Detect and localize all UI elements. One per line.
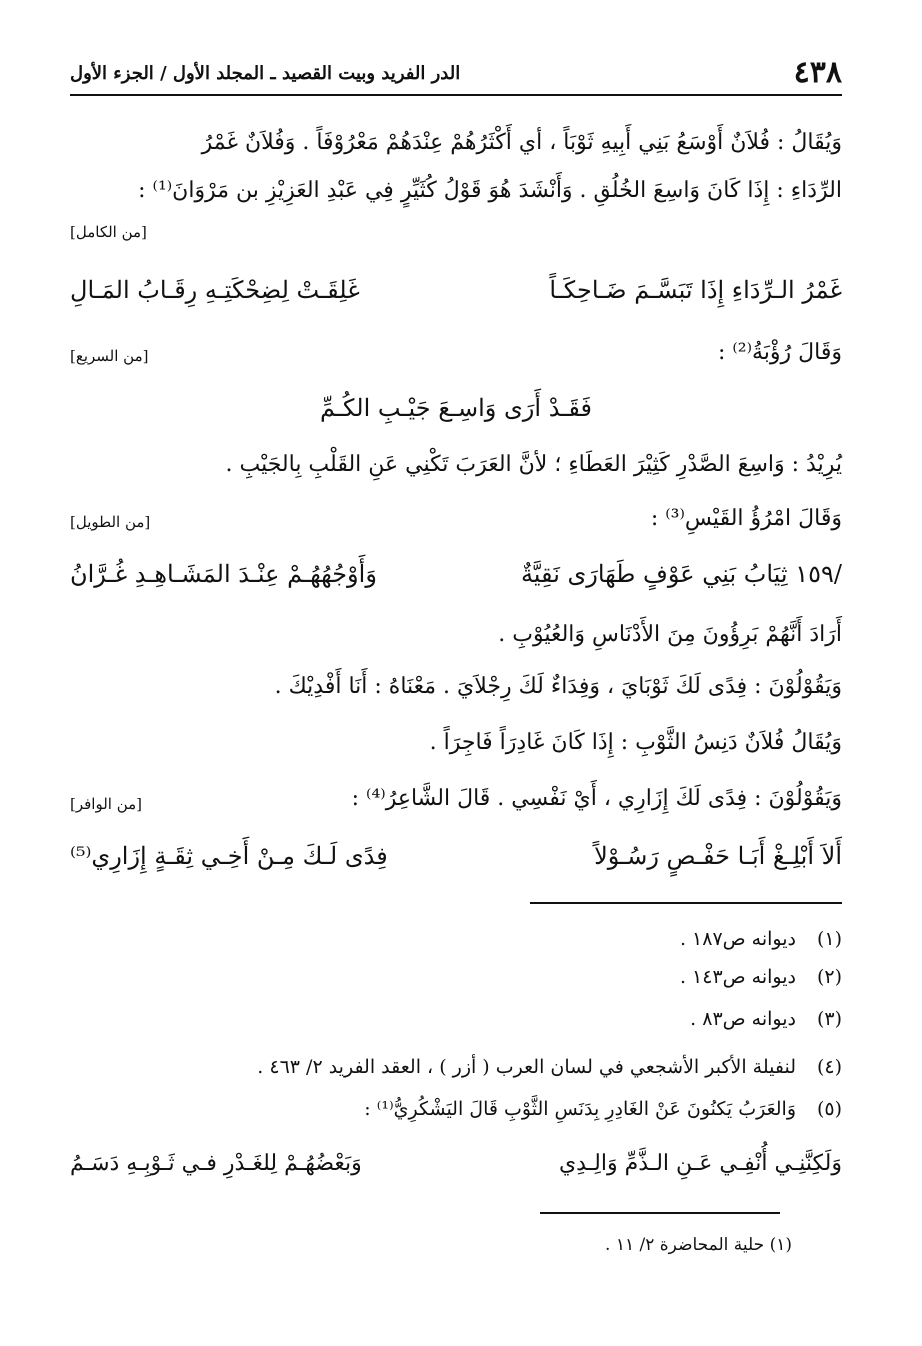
footnote-separator bbox=[530, 902, 842, 904]
paragraph-line: وَيُقَالُ فُلاَنٌ دَنِسُ الثَّوْبِ : إِذَا كَانَ غَادِرَاً فَاجِرَاً . bbox=[429, 730, 842, 755]
paragraph-line: وَيَقُوْلُوْنَ : فِدًى لَكَ إِزَارِي ، أَيْ نَفْسِي . قَالَ الشَّاعِرُ⁽⁴⁾ : bbox=[351, 786, 842, 811]
verse-hemistich-second: وَبَعْضُهُـمْ لِلغَـدْرِ فـي ثَـوْبِـهِ دَسَـمُ bbox=[70, 1151, 362, 1176]
footnote-verse-line bbox=[70, 1142, 842, 1186]
verse-hemistich-first bbox=[521, 552, 842, 596]
verse-line-centered: فَقَـدْ أَرَى وَاسِـعَ جَيْـبِ الكُـمِّ bbox=[320, 394, 592, 422]
sub-footnote-separator bbox=[540, 1212, 780, 1214]
paragraph-line: وَقَالَ رُؤْبَةُ⁽²⁾ : bbox=[717, 340, 842, 365]
footnote-text: ديوانه ص١٤٣ . bbox=[679, 966, 796, 988]
footnote-number: (٢) bbox=[816, 966, 842, 988]
verse-hemistich-first: أَلاَ أَبْلِـغْ أَبَـا حَفْـصٍ رَسُـوْلاً bbox=[594, 842, 842, 870]
verse-line bbox=[70, 552, 842, 596]
page-header bbox=[70, 56, 842, 90]
paragraph-line: يُرِيْدُ : وَاسِعَ الصَّدْرِ كَثِيْرَ العَطَاءِ ؛ لأنَّ العَرَبَ تَكْنِي عَنِ القَلْبِ بِالجَيْبِ . bbox=[225, 452, 842, 477]
sub-footnote: (١) حلية المحاضرة ٢/ ١١ . bbox=[605, 1235, 792, 1255]
footnote bbox=[690, 1004, 842, 1034]
verse-line bbox=[70, 834, 842, 878]
verse-hemistich-second: فِدًى لَـكَ مِـنْ أَخِـي ثِقَـةٍ إِزَارِي⁽⁵⁾ bbox=[70, 842, 388, 870]
footnote-text: ديوانه ص٨٣ . bbox=[690, 1008, 796, 1030]
running-title: الدر الفريد وبيت القصيد ـ المجلد الأول / الجزء الأول bbox=[70, 63, 461, 84]
meter-label: [من الطويل] bbox=[70, 513, 151, 531]
footnote bbox=[364, 1094, 842, 1124]
footnote bbox=[680, 924, 842, 954]
footnote-text: وَالعَرَبُ يَكنُونَ عَنْ الغَادِرِ بِدَنَسِ الثَّوْبِ قَالَ اليَشْكُرِيُّ⁽¹⁾ : bbox=[364, 1098, 796, 1120]
verse-hemistich-first: وَلَكِنَّنِـي أُنْفِـي عَـنِ الـذَّمِّ وَالِـدِي bbox=[558, 1151, 842, 1176]
footnote-number: (٤) bbox=[816, 1056, 842, 1078]
meter-label: [من الوافر] bbox=[70, 795, 143, 813]
page-number: ٤٣٨ bbox=[793, 55, 842, 90]
footnote-text: ديوانه ص١٨٧ . bbox=[679, 928, 796, 950]
paragraph-line: وَيُقَالُ : فُلاَنٌ أَوْسَعُ بَنِي أَبِيهِ ثَوْبَاً ، أي أَكْثَرُهُمْ عِنْدَهُمْ مَعْرُوْفَاً . وَفُلاَنٌ غَمْرُ bbox=[201, 130, 842, 155]
footnote-number: (٣) bbox=[816, 1008, 842, 1030]
verse-hemistich-first: غَمْرُ الـرِّدَاءِ إِذَا تَبَسَّـمَ ضَـاحِكَـاً bbox=[549, 276, 842, 304]
paragraph-line: وَقَالَ امْرُؤُ القَيْسِ⁽³⁾ : bbox=[650, 506, 842, 531]
meter-label: [من الكامل] bbox=[70, 223, 147, 241]
paragraph-line: وَيَقُوْلُوْنَ : فِدًى لَكَ ثَوْبَايَ ، وَفِدَاءٌ لَكَ رِجْلاَيَ . مَعْنَاهُ : أَنَا أَفْدِيْكَ . bbox=[274, 674, 842, 699]
footnote bbox=[257, 1052, 842, 1082]
verse-hemistich-second: وَأَوْجُهُهُـمْ عِنْـدَ المَشَـاهِـدِ غُـرَّانُ bbox=[70, 560, 377, 588]
paragraph-line: أَرَادَ أَنَّهُمْ بَرِؤُونَ مِنَ الأَدْنَاسِ وَالعُيُوْبِ . bbox=[498, 622, 842, 647]
footnote-text: لنفيلة الأكبر الأشجعي في لسان العرب ( أزر ) ، العقد الفريد ٢/ ٤٦٣ . bbox=[257, 1056, 796, 1078]
verse-hemistich-second: غَلِقَـتْ لِضِحْكَتِـهِ رِقَـابُ المَـالِ bbox=[70, 276, 360, 304]
footnote bbox=[680, 962, 842, 992]
verse-text: ثِيَابُ بَنِي عَوْفٍ طَهَارَى نَقِيَّةٌ bbox=[520, 560, 788, 588]
footnote-number: (٥) bbox=[816, 1098, 842, 1120]
verse-line bbox=[70, 268, 842, 312]
header-rule bbox=[70, 94, 842, 96]
meter-label: [من السريع] bbox=[70, 347, 149, 365]
paragraph-line: الرِّدَاءِ : إِذَا كَانَ وَاسِعَ الخُلُقِ . وَأَنْشَدَ هُوَ قَوْلُ كُثَيِّرٍ فِي عَبْدِ العَزِيْزِ بن مَرْوَانَ⁽¹⁾ : bbox=[138, 178, 842, 203]
footnote-number: (١) bbox=[816, 928, 842, 950]
manuscript-folio-marker: /١٥٩ bbox=[795, 560, 842, 588]
